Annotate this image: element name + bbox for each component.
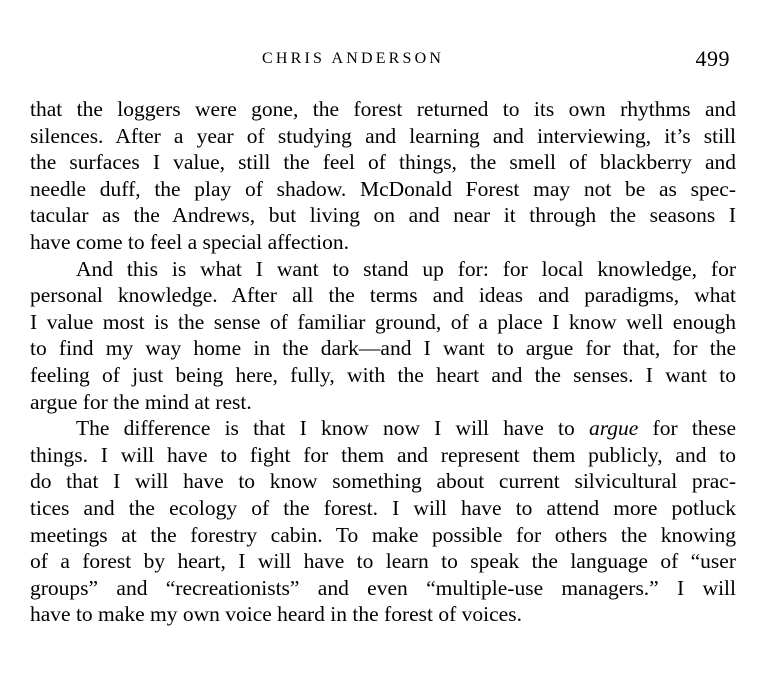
text-line: feeling of just being here, fully, with the heart and the senses. I want to xyxy=(30,362,736,387)
text-line: to find my way home in the dark—and I want to argue for that, for the xyxy=(30,336,736,361)
text-line: personal knowledge. After all the terms and ideas and paradigms, what xyxy=(30,283,736,308)
emphasized-word: argue xyxy=(588,416,639,441)
text-line xyxy=(30,415,736,442)
text-run: for these xyxy=(638,416,736,441)
text-line: silences. After a year of studying and learning and interviewing, it’s still xyxy=(30,123,736,148)
running-head: CHRIS ANDERSON xyxy=(262,50,445,67)
text-line: groups” and “recreationists” and even “multiple-use managers.” I will xyxy=(30,575,736,600)
text-line: the surfaces I value, still the feel of things, the smell of blackberry and xyxy=(30,150,736,175)
text-line: tacular as the Andrews, but living on and near it through the seasons I xyxy=(30,203,736,228)
text-line: of a forest by heart, I will have to learn to speak the language of “user xyxy=(30,549,736,574)
body-text xyxy=(30,96,736,628)
text-run: The difference is that I know now I will have to xyxy=(76,416,589,441)
text-line: meetings at the forestry cabin. To make possible for others the knowing xyxy=(30,522,736,547)
text-line: things. I will have to fight for them and represent them publicly, and to xyxy=(30,442,736,467)
paragraph-2 xyxy=(30,256,736,416)
text-line: do that I will have to know something about current silvicultural prac- xyxy=(30,469,736,494)
text-line: And this is what I want to stand up for: for local knowledge, for xyxy=(76,256,736,281)
text-line: needle duff, the play of shadow. McDonald Forest may not be as spec- xyxy=(30,176,736,201)
text-line: have to make my own voice heard in the forest of voices. xyxy=(30,602,522,627)
page-number: 499 xyxy=(695,46,730,71)
paragraph-3 xyxy=(30,415,736,628)
text-line: tices and the ecology of the forest. I will have to attend more potluck xyxy=(30,495,736,520)
paragraph-1 xyxy=(30,96,736,256)
text-line: I value most is the sense of familiar ground, of a place I know well enough xyxy=(30,309,736,334)
text-line: argue for the mind at rest. xyxy=(30,389,252,414)
text-line: have come to feel a special affection. xyxy=(30,229,349,254)
text-line: that the loggers were gone, the forest returned to its own rhythms and xyxy=(30,97,736,121)
